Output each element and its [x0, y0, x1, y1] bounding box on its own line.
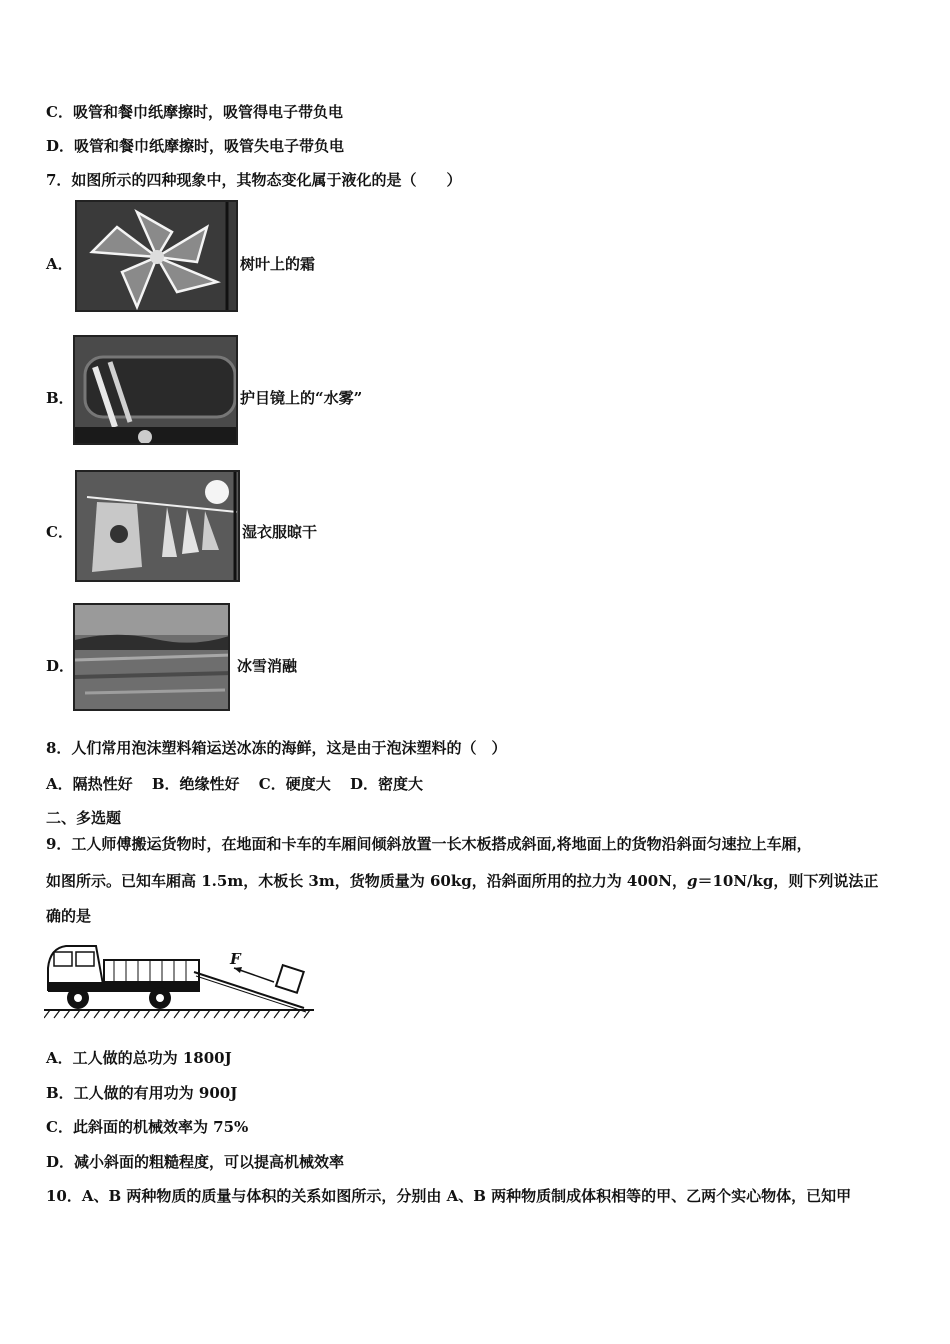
- q10-stem: 10．A、B 两种物质的质量与体积的关系如图所示，分别由 A、B 两种物质制成体积相等的甲、乙两个实心物体，已知甲: [46, 1187, 852, 1205]
- q9-stem-line2: [46, 871, 878, 891]
- q7-option-c-caption: 湿衣服晾干: [242, 523, 318, 541]
- q8-choice-d: D．密度大: [349, 775, 423, 793]
- drying-clothes-icon: [77, 472, 240, 582]
- q7-option-a-label: A．: [46, 255, 73, 273]
- q7-option-b-caption: 护目镜上的“水雾”: [240, 389, 363, 407]
- q9-stem-line1: 9．工人师傅搬运货物时，在地面和卡车的车厢间倾斜放置一长木板搭成斜面,将地面上的货物沿斜面匀速拉上车厢，: [46, 835, 812, 853]
- q9-option-c: C．此斜面的机械效率为 75%: [46, 1118, 249, 1136]
- truck-ramp-figure: [44, 940, 316, 1024]
- truck-incline-icon: [44, 940, 316, 1024]
- drying-clothes-photo: [75, 470, 240, 582]
- q7-option-d-label: D．: [46, 657, 75, 675]
- section-heading: 二、多选题: [46, 809, 122, 827]
- q7-option-d-caption: 冰雪消融: [237, 657, 298, 675]
- q7-option-b-label: B．: [46, 389, 74, 407]
- q9-stem-line3: 确的是: [46, 907, 92, 925]
- q9-stem-line2-a: 如图所示。已知车厢高 1.5m，木板长 3m，货物质量为 60kg，沿斜面所用的拉力为 400N，: [46, 872, 687, 890]
- q7-option-c-label: C．: [46, 523, 73, 541]
- q8-choice-c: C．硬度大: [258, 775, 331, 793]
- q8-choices: [46, 774, 437, 794]
- frost-leaf-photo: [75, 200, 238, 312]
- q9-stem-line2-b: ＝10N/kg，则下列说法正: [697, 872, 879, 890]
- goggles-icon: [75, 337, 238, 445]
- q9-option-a: A．工人做的总功为 1800J: [46, 1049, 232, 1067]
- melting-snow-icon: [75, 605, 230, 711]
- q8-choice-b: B．绝缘性好: [151, 775, 240, 793]
- q9-option-b: B．工人做的有用功为 900J: [46, 1084, 238, 1102]
- q7-option-a-caption: 树叶上的霜: [240, 255, 316, 273]
- option-d-prev: D．吸管和餐巾纸摩擦时，吸管失电子带负电: [46, 137, 345, 155]
- force-label: F: [230, 950, 241, 968]
- frost-leaf-icon: [77, 202, 238, 312]
- q8-stem: 8．人们常用泡沫塑料箱运送冰冻的海鲜，这是由于泡沫塑料的（ ）: [46, 739, 507, 757]
- option-c-prev: C．吸管和餐巾纸摩擦时，吸管得电子带负电: [46, 103, 343, 121]
- q8-choice-a: A．隔热性好: [46, 775, 133, 793]
- q9-g-symbol: g: [686, 872, 698, 890]
- melting-snow-photo: [73, 603, 230, 711]
- q9-option-d: D．减小斜面的粗糙程度，可以提高机械效率: [46, 1153, 345, 1171]
- q7-stem: 7．如图所示的四种现象中，其物态变化属于液化的是（ ）: [46, 171, 462, 189]
- fogged-goggles-photo: [73, 335, 238, 445]
